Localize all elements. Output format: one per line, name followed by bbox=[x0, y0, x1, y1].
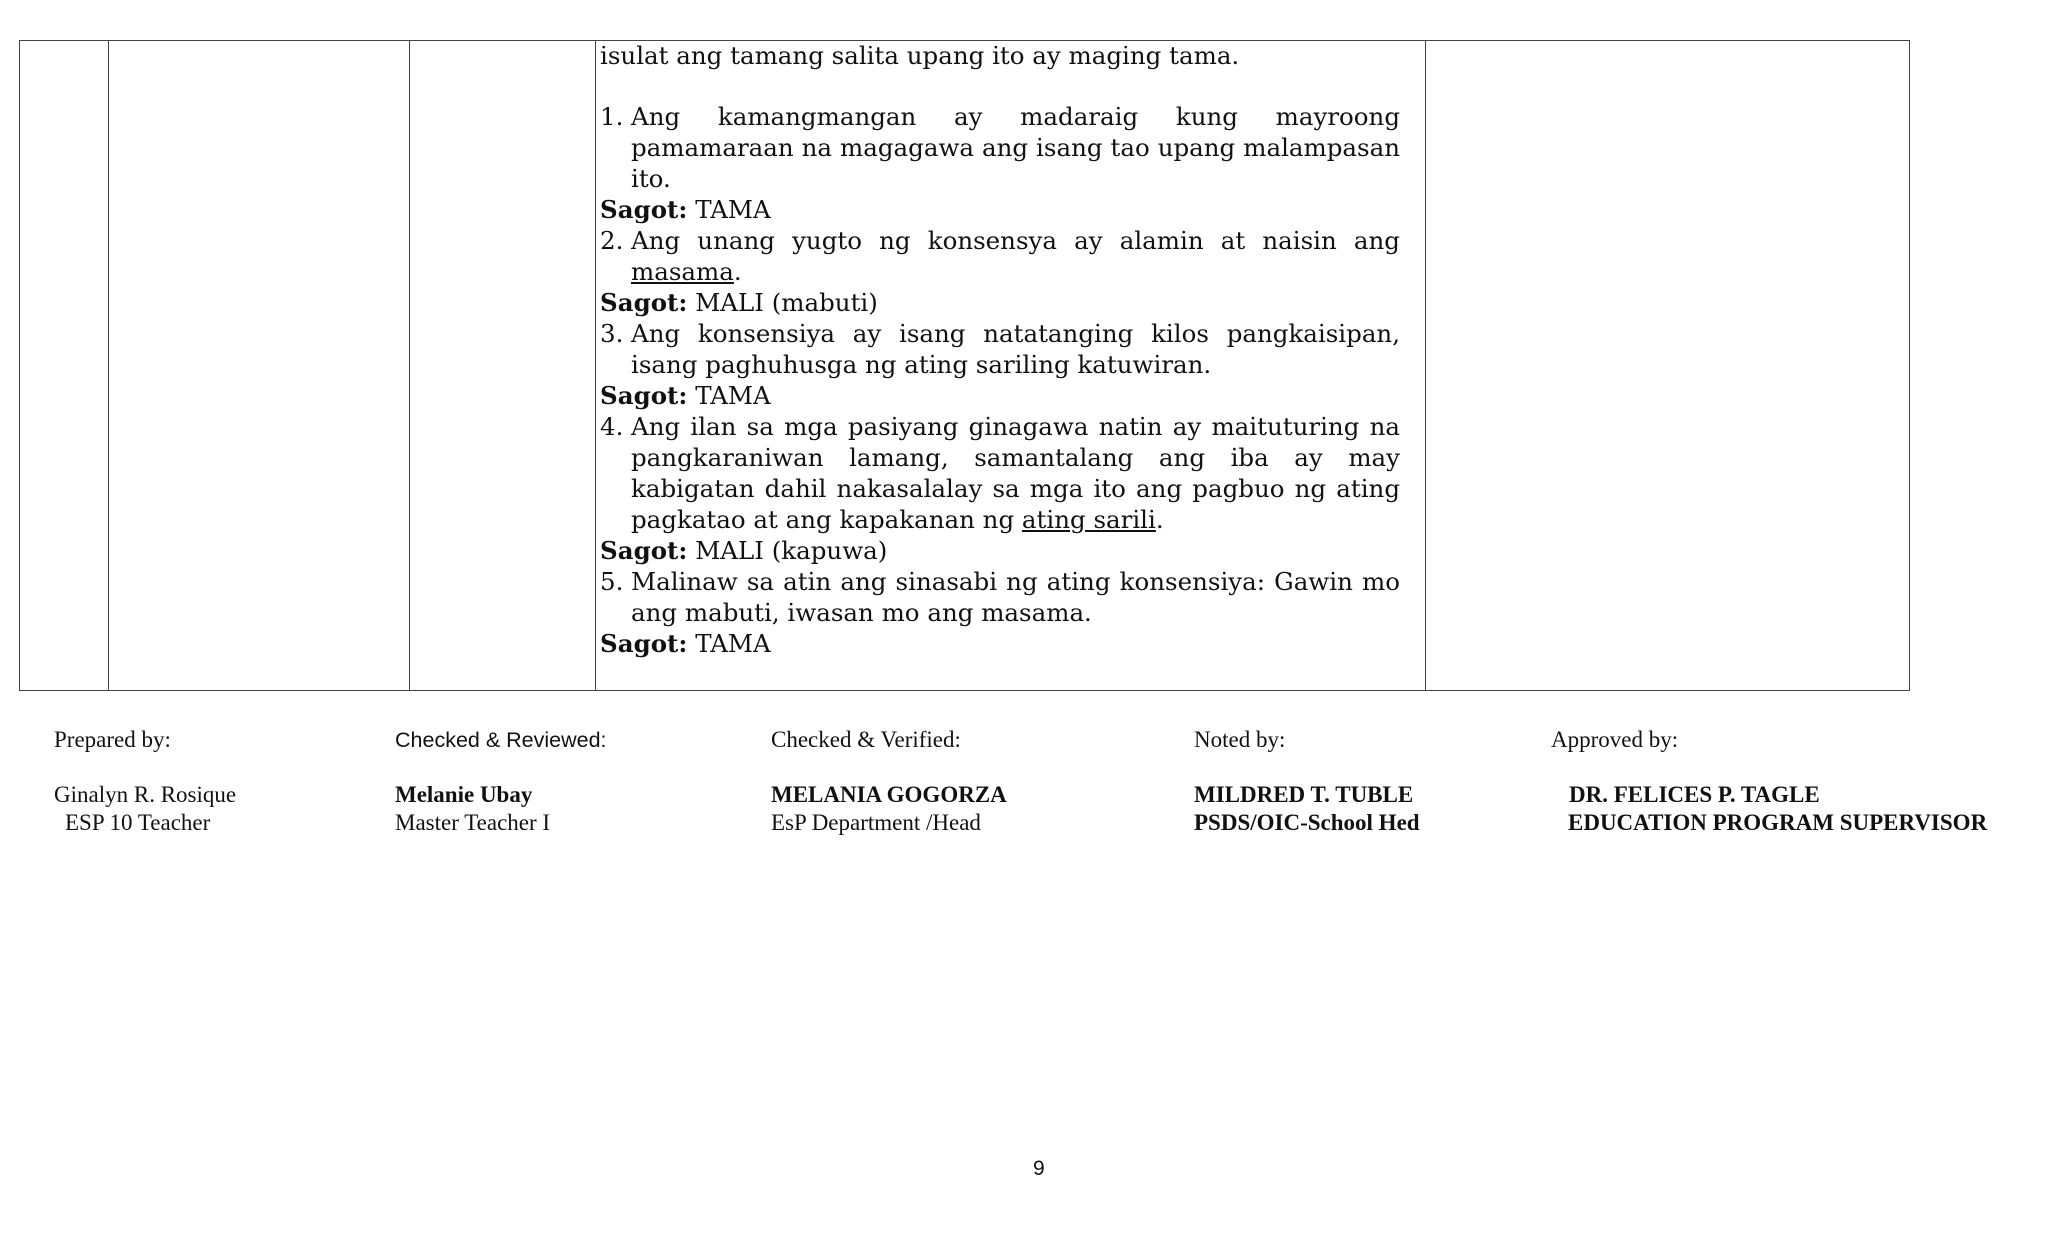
answer-line bbox=[600, 287, 1400, 318]
list-item bbox=[600, 318, 1400, 380]
signature-checked-reviewed bbox=[395, 726, 607, 837]
table-column-divider bbox=[1425, 41, 1426, 690]
signatory-title: EDUCATION PROGRAM SUPERVISOR bbox=[1568, 810, 1988, 835]
item-text-part: . bbox=[733, 257, 742, 286]
table-column-divider bbox=[108, 41, 109, 690]
answer-label: Sagot: bbox=[600, 288, 688, 317]
item-number: 2. bbox=[600, 226, 624, 255]
item-text-part: Ang unang yugto ng konsensya ay alamin at naisin ang bbox=[631, 226, 1400, 255]
list-item bbox=[600, 411, 1400, 535]
signature-approved bbox=[1551, 726, 1987, 837]
list-item bbox=[600, 566, 1400, 628]
answer-label: Sagot: bbox=[600, 381, 688, 410]
item-text: Ang konsensiya ay isang natatanging kilos pangkaisipan, isang paghuhusga ng ating sariling katuwiran. bbox=[631, 319, 1400, 379]
activity-instruction: isulat ang tamang salita upang ito ay maging tama. bbox=[600, 41, 1240, 70]
answer-line bbox=[600, 628, 1400, 659]
signatory-name: DR. FELICES P. TAGLE bbox=[1569, 782, 1820, 807]
answer-line bbox=[600, 194, 1400, 225]
item-number: 1. bbox=[600, 102, 624, 131]
item-text-part: Ang ilan sa mga pasiyang ginagawa natin ay maituturing na pangkaraniwan lamang, samantalang ang iba ay may kabigatan dahil nakasalalay sa mga ito ang pagbuo ng ating pagkatao at ang kapakanan ng bbox=[631, 412, 1400, 534]
page-number: 9 bbox=[1033, 1157, 1045, 1180]
signatory-title: PSDS/OIC-School Hed bbox=[1194, 810, 1420, 835]
answer-value: MALI (kapuwa) bbox=[695, 536, 888, 565]
answer-line bbox=[600, 380, 1400, 411]
signatory-name: Ginalyn R. Rosique bbox=[54, 782, 237, 807]
signatory-title: Master Teacher I bbox=[395, 810, 551, 835]
table-column-divider bbox=[595, 41, 596, 690]
item-text: Ang kamangmangan ay madaraig kung mayroong pamamaraan na magagawa ang isang tao upang malampasan ito. bbox=[631, 102, 1400, 193]
item-number: 3. bbox=[600, 319, 624, 348]
signatory-name: MELANIA GOGORZA bbox=[771, 782, 1007, 807]
list-item bbox=[600, 225, 1400, 287]
item-number: 4. bbox=[600, 412, 624, 441]
signature-role: Checked & Reviewed: bbox=[395, 728, 607, 752]
signatory-title: ESP 10 Teacher bbox=[65, 810, 211, 835]
answer-line bbox=[600, 535, 1400, 566]
underlined-word: ating sarili bbox=[1021, 505, 1156, 534]
signature-role: Prepared by: bbox=[54, 727, 171, 752]
signature-prepared bbox=[54, 726, 236, 837]
item-text bbox=[631, 411, 1400, 535]
answer-label: Sagot: bbox=[600, 536, 688, 565]
answer-value: MALI (mabuti) bbox=[695, 288, 878, 317]
signature-checked-verified bbox=[771, 726, 1007, 837]
item-text bbox=[631, 225, 1400, 287]
signature-role: Approved by: bbox=[1551, 727, 1679, 752]
item-text: Malinaw sa atin ang sinasabi ng ating konsensiya: Gawin mo ang mabuti, iwasan mo ang masama. bbox=[631, 567, 1400, 627]
answer-value: TAMA bbox=[695, 629, 771, 658]
signature-role: Noted by: bbox=[1194, 727, 1286, 752]
signature-noted bbox=[1194, 726, 1420, 837]
item-number: 5. bbox=[600, 567, 624, 596]
signatory-name: MILDRED T. TUBLE bbox=[1194, 782, 1414, 807]
signature-role: Checked & Verified: bbox=[771, 727, 961, 752]
activity-content bbox=[600, 40, 1400, 659]
signatory-name: Melanie Ubay bbox=[395, 782, 533, 807]
answer-value: TAMA bbox=[695, 195, 771, 224]
answer-label: Sagot: bbox=[600, 629, 688, 658]
signatory-title: EsP Department /Head bbox=[771, 810, 981, 835]
item-text-part: . bbox=[1155, 505, 1164, 534]
answer-label: Sagot: bbox=[600, 195, 688, 224]
list-item bbox=[600, 101, 1400, 194]
answer-value: TAMA bbox=[695, 381, 771, 410]
underlined-word: masama bbox=[631, 257, 734, 286]
table-column-divider bbox=[409, 41, 410, 690]
